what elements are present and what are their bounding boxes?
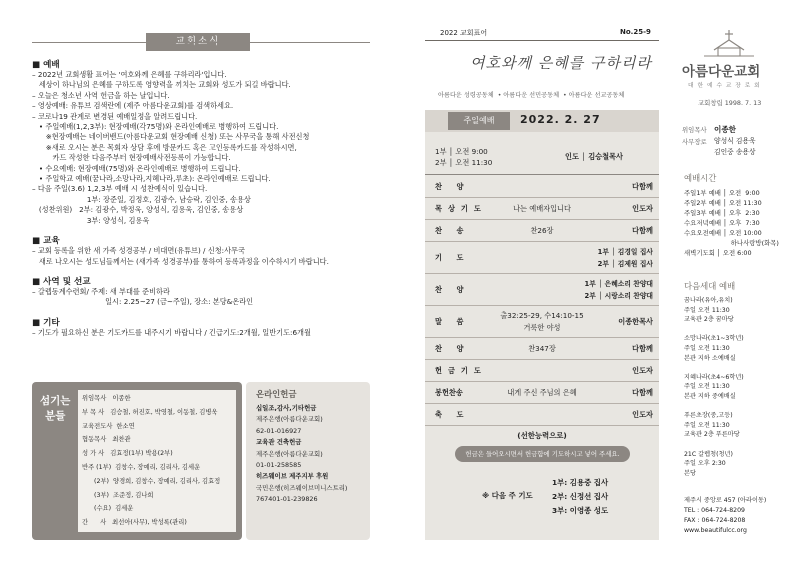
order-row [425, 176, 659, 198]
offering-line: 62-01-016927 [256, 426, 302, 435]
servants-line: 위임목사 이종한 [82, 395, 131, 402]
order-row [425, 382, 659, 404]
section-worship-line: – 다음 주일(3.6) 1,2,3부 예배 시 성찬예식이 있습니다. [32, 184, 208, 194]
order-item: 찬 송 [435, 226, 470, 235]
order-content: 출32:25-29, 수14:10-15 거룩한 야성 [500, 311, 584, 332]
pastor-label: 위임목사 [682, 126, 707, 134]
offering-line: 히즈웨이브 제주지부 후원 [256, 472, 329, 481]
order-row [425, 198, 659, 220]
order-item: 찬 양 [435, 285, 470, 294]
servants-line: 성 가 사 김효정(1부) 박용(2부) [82, 450, 173, 458]
section-worship-line: • 수요예배: 현장예배(75명)와 온라인예배로 병행하여 드립니다. [32, 163, 241, 173]
service-time-1: 1부 │ 오전 9:00 [435, 147, 488, 156]
order-content: 찬26장 [530, 226, 554, 235]
order-item: 찬 양 [435, 344, 470, 353]
offering-line: 교육관 건축헌금 [256, 438, 302, 447]
offering-line: 십일조,감사,기타헌금 [256, 404, 317, 412]
service-times [435, 146, 492, 168]
worship-times-title: 예배시간 [684, 173, 717, 183]
offering-line: 제주은행(아름다운교회) [256, 449, 323, 458]
next-prayer-list [552, 476, 608, 518]
order-role: 다함께 [632, 344, 653, 353]
church-denomination: 대 한 예 수 교 장 로 회 [688, 83, 761, 89]
next-prayer-3: 3부: 이영종 성도 [552, 506, 609, 515]
order-role: 다함께 [632, 388, 653, 397]
title-rule [32, 42, 370, 43]
section-worship-heading: ■ 예배 [32, 60, 60, 70]
order-row [425, 274, 659, 306]
order-item: 봉헌찬송 [435, 388, 463, 397]
next-gen-title: 다음세대 예배 [684, 281, 736, 291]
order-item: 축 도 [435, 410, 470, 419]
church-logo-mark [684, 28, 774, 58]
order-role: 인도자 [632, 366, 653, 375]
order-role: 이종한목사 [618, 317, 653, 326]
section-worship-line: 3부: 양성식, 김용욱 [32, 215, 150, 225]
servants-list [78, 390, 236, 532]
order-item: 찬 양 [435, 182, 470, 191]
order-row [425, 360, 659, 382]
next-prayer-1: 1부: 김용중 집사 [552, 478, 609, 487]
issue-number: No.25-9 [620, 28, 651, 36]
order-role: 인도자 [632, 204, 653, 213]
order-content: 찬347장 [528, 344, 556, 353]
servants-line: 반주 (1부) 김창수, 장예리, 김리사, 김세운 [82, 463, 201, 471]
offering-notice: 헌금은 들어오시면서 헌금함에 기도하시고 넣어 주세요. [455, 446, 630, 462]
servants-line: (3부) 조준정, 김나희 [82, 491, 154, 499]
section-worship-line: 세상이 하나님의 은혜를 구하도록 영향력을 끼치는 교회와 성도가 되길 바랍니다. [32, 80, 291, 90]
section-etc-heading: ■ 기타 [32, 317, 60, 328]
section-worship-line: – 코로나19 관계로 변경된 예배일정을 알려드립니다. [32, 111, 198, 121]
church-name: 아름다운교회 [682, 64, 761, 80]
pastor-name: 이종한 [714, 125, 737, 134]
section-mission-line: – 갈렙동계수련회/ 주제: 새 부대를 준비하라 [32, 286, 170, 296]
order-row [425, 306, 659, 338]
section-education-heading: ■ 교육 [32, 236, 60, 247]
section-mission-line: 일시: 2.25~27 (금~주일), 장소: 본당&온라인 [32, 297, 254, 307]
church-founded: 교회창립 1998. 7. 13 [698, 99, 762, 107]
section-worship-line: – 영상예배: 유튜브 검색란에 (제주 아름다운교회)를 검색하세요. [32, 101, 234, 111]
elders-names: 양성식 김용욱 김인중 송용상 [714, 137, 756, 156]
next-prayer-label: ※ 다음 주 기도 [482, 491, 533, 500]
servants-line: (2부) 양경희, 김창수, 장예리, 김리사, 김효정 [82, 477, 221, 485]
worship-times: 주일1부 예배 │ 오전 9:00 주일2부 예배 │ 오전 11:30 주일3부 예배 │ 오후 2:30 수요저녁예배 │ 오후 7:30 수요오전예배 │ 오전 10:00 하나사랑방(화목) 새벽기도회 │ 오전 6:00 [684, 189, 779, 257]
offering-line: 국민은행(히즈웨이브미니스트리) [256, 483, 348, 492]
order-item: 말 씀 [435, 317, 470, 326]
order-item: 목상기도 [435, 204, 487, 213]
church-building-icon [684, 28, 774, 58]
servants-line: 부 목 사 김승철, 허진호, 박영철, 이동철, 김병욱 [82, 408, 218, 416]
order-item: 헌금기도 [435, 366, 487, 375]
elders-label: 사무장로 [682, 138, 707, 146]
service-date: 2022. 2. 27 [520, 113, 601, 126]
section-worship-line: – 오늘은 청소년 사역 헌금을 하는 날입니다. [32, 90, 170, 100]
servants-box [32, 382, 242, 540]
section-worship-line: • 주일학교 예배(꿈나라,소망나라,지혜나라,루초): 온라인예배로 드립니다. [32, 174, 271, 184]
online-offering-box [246, 382, 370, 540]
service-tab: 주일예배 [448, 112, 510, 130]
servants-line: 교육전도사 한소연 [82, 422, 135, 430]
section-worship-line: – 2022년 교회생활 표어는 '여호와께 은혜를 구하리라'입니다. [32, 70, 227, 79]
benediction-song: (선한능력으로) [517, 431, 567, 440]
order-row [425, 338, 659, 360]
next-gen-info: 꿈나라(유아,유치) 주일 오전 11:30 교육관 2층 꿈마당 소망나라(초1~3학년) 주일 오전 11:30 본관 지하 소예배실 지혜나라(초4~6학년) 주일 오전 11:30 본관 지하 중예배실 푸른초장(중,고등) 주일 오전 11:30 교육관 2층 푸른마당 21C 갈렙청(청년) 주일 오후 2:30 본당 [684, 297, 744, 477]
order-role: 1부 │ 김경일 집사 2부 │ 김제원 집사 [597, 248, 653, 268]
section-education-line: – 교회 등록을 위한 새 가족 성경공부 / 비대면(유튜브) / 신청:사무국 [32, 246, 245, 256]
service-leader: 인도 │ 김승철목사 [565, 152, 623, 161]
section-worship-line: ※현장예배는 네이버밴드(아름다운교회 현장예배 신청) 또는 사무국을 통해 사전신청 [32, 132, 310, 142]
online-offering-title: 온라인헌금 [256, 389, 297, 399]
order-role: 다함께 [632, 182, 653, 191]
servants-line: (수요) 김세운 [82, 505, 134, 513]
section-worship-line: 1부: 장준일, 김정호, 김광수, 남승락, 김인중, 송용상 [32, 194, 251, 204]
header-rule [425, 40, 659, 41]
offering-line: 제주은행(아름다운교회) [256, 415, 323, 424]
order-content: 나는 예배자입니다 [513, 204, 571, 213]
motto-calligraphy: 여호와께 은혜를 구하리라 [470, 54, 652, 72]
order-role: 인도자 [632, 410, 653, 419]
section-education-line: 새로 나오시는 성도님들께서는 (새가족 성경공부)를 통하여 등록과정을 이수하시기 바랍니다. [32, 256, 329, 266]
section-worship-line: 카드 작성한 다음주부터 현장예배사전등록이 가능합니다. [32, 153, 231, 163]
order-row [425, 242, 659, 274]
order-content: 내게 주신 주님의 은혜 [507, 388, 577, 397]
service-time-2: 2부 │ 오전 11:30 [435, 158, 493, 167]
order-role: 1부 │ 은혜소리 찬양대 2부 │ 시랑소리 찬양대 [584, 280, 653, 300]
servants-line: 협동목사 최찬관 [82, 436, 131, 444]
section-worship-line: • 주일예배(1,2,3부): 현장예배(각75명)와 온라인예배로 병행하여 드립니다. [32, 122, 279, 132]
news-content [32, 58, 372, 338]
offering-line: 01-01-258585 [256, 461, 302, 470]
next-prayer-2: 2부: 신정선 집사 [552, 492, 609, 501]
servants-line: 간 사 최선아(사무), 박성록(관리) [82, 519, 187, 527]
times-rule [425, 174, 659, 175]
communities-line: 아름다운 성령공동체 • 아름다운 선민공동체 • 아름다운 선교공동체 [438, 92, 625, 99]
contact-info: 제주시 중앙로 457 (아라이동) TEL : 064-724-8209 FAX : 064-724-8208 www.beautifulcc.org [684, 497, 767, 534]
offering-line: 767401-01-239826 [256, 495, 318, 504]
section-worship-line: (성찬위원) 2부: 김광수, 박정욱, 양성식, 김용욱, 김인중, 송용상 [32, 205, 244, 215]
order-item: 기 도 [435, 253, 470, 262]
online-offering-content [246, 382, 370, 512]
servants-list-panel [78, 390, 236, 532]
order-role: 다함께 [632, 226, 653, 235]
section-worship-line: ※새로 오시는 분은 목회자 상담 후에 방문카드 혹은 고인등록카드를 작성하시면, [32, 142, 297, 152]
order-row [425, 220, 659, 242]
section-mission-heading: ■ 사역 및 선교 [32, 276, 91, 287]
order-row [425, 404, 659, 426]
servants-title: 섬기는 분들 [40, 395, 71, 422]
section-etc-line: – 기도가 필요하신 분은 기도카드를 내주시기 바랍니다 / 긴급기도:2개월, 일반기도:6개월 [32, 327, 311, 337]
motto-label: 2022 교회표어 [440, 29, 488, 37]
